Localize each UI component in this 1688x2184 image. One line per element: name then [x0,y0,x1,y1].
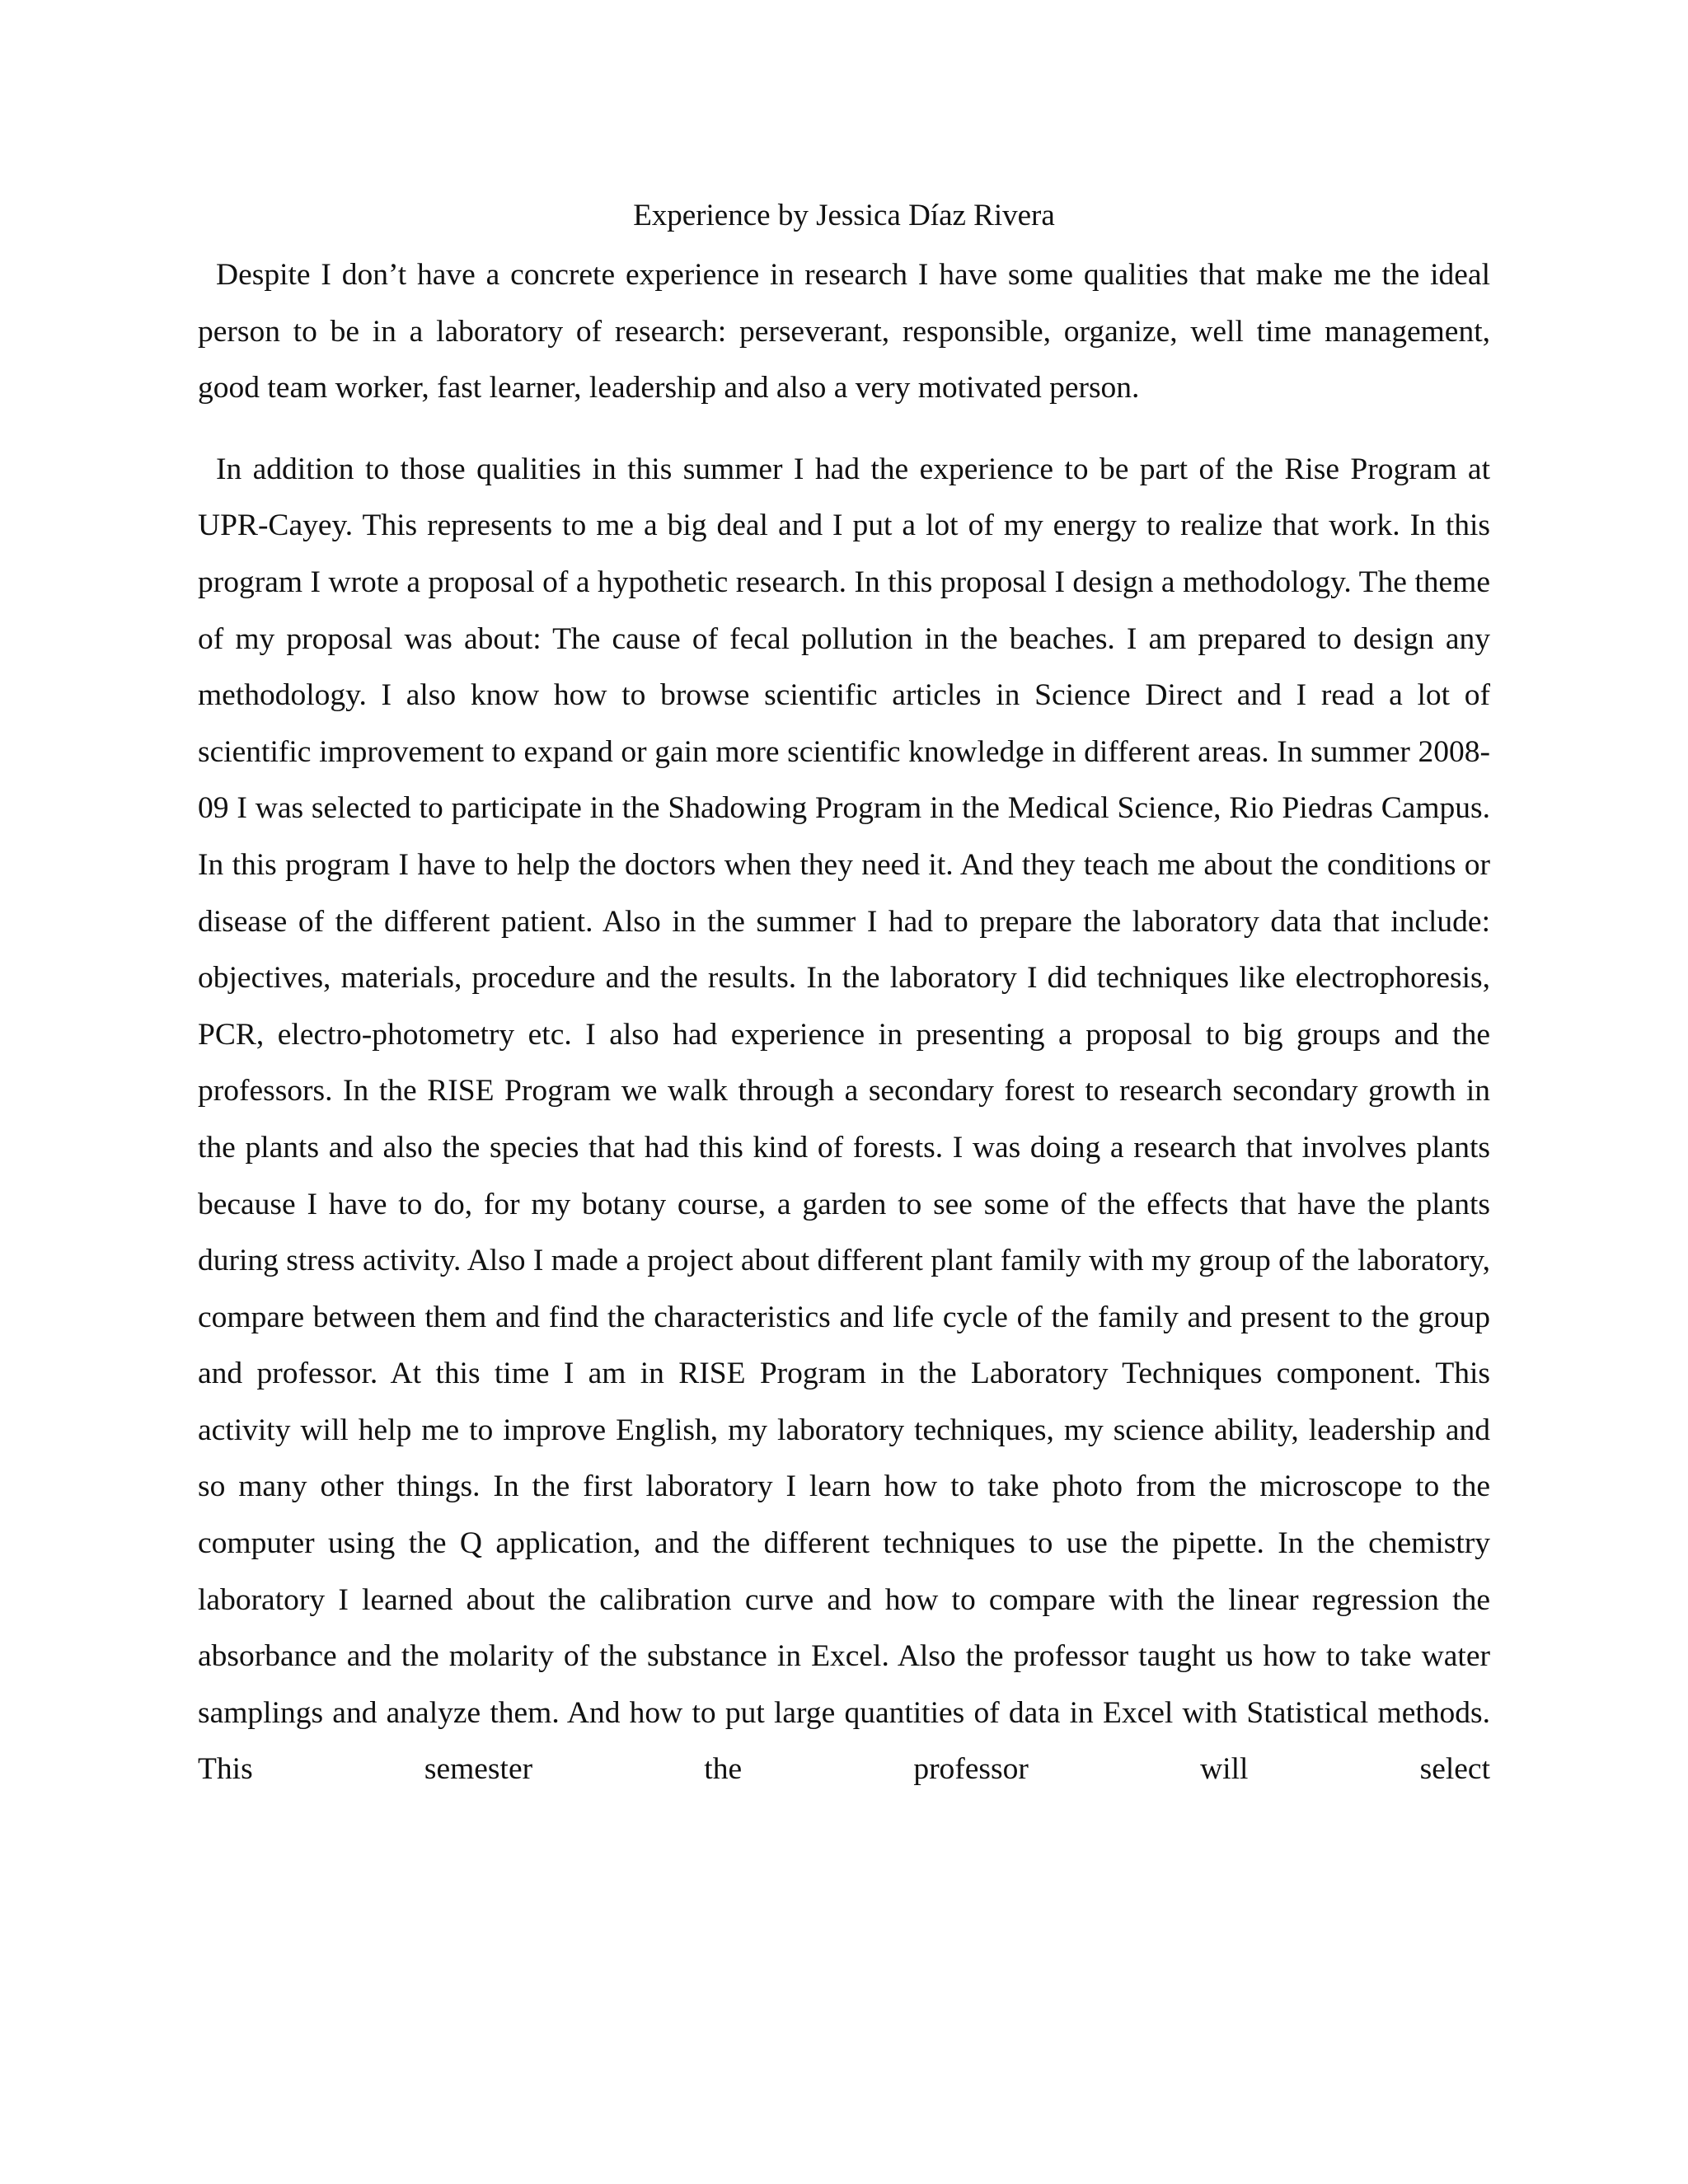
document-body [198,191,1490,1798]
paragraph-qualities: Despite I don’t have a concrete experience in research I have some qualities that make me the ideal person to be in a laboratory of research: perseverant, responsible, organize, well time management, good team worker, fast learner, leadership and also a very motivated person. [198,258,1490,405]
paragraph-experience: In addition to those qualities in this summer I had the experience to be part of the Rise Program at UPR-Cayey. This represents to me a big deal and I put a lot of my energy to realize that work. In this program I wrote a proposal of a hypothetic research. In this proposal I design a methodology. The theme of my proposal was about: The cause of fecal pollution in the beaches. I am prepared to design any methodology. I also know how to browse scientific articles in Science Direct and I read a lot of scientific improvement to expand or gain more scientific knowledge in different areas. In summer 2008-09 I was selected to participate in the Shadowing Program in the Medical Science, Rio Piedras Campus. In this program I have to help the doctors when they need it. And they teach me about the conditions or disease of the different patient. Also in the summer I had to prepare the laboratory data that include: objectives, materials, procedure and the results. In the laboratory I did techniques like electrophoresis, PCR, electro-photometry etc. I also had experience in presenting a proposal to big groups and the professors. In the RISE Program we walk through a secondary forest to research secondary growth in the plants and also the species that had this kind of forests. I was doing a research that involves plants because I have to do, for my botany course, a garden to see some of the effects that have the plants during stress activity. Also I made a project about different plant family with my group of the laboratory, compare between them and find the characteristics and life cycle of the family and present to the group and professor. At this time I am in RISE Program in the Laboratory Techniques component. This activity will help me to improve English, my laboratory techniques, my science ability, leadership and so many other things. In the first laboratory I learn how to take photo from the microscope to the computer using the Q application, and the different techniques to use the pipette. In the chemistry laboratory I learned about the calibration curve and how to compare with the linear regression the absorbance and the molarity of the substance in Excel. Also the professor taught us how to take water samplings and analyze them. And how to put large quantities of data in Excel with Statistical methods. This semester the professor will select [198,452,1491,1787]
document-title: Experience by Jessica Díaz Rivera [633,199,1055,232]
